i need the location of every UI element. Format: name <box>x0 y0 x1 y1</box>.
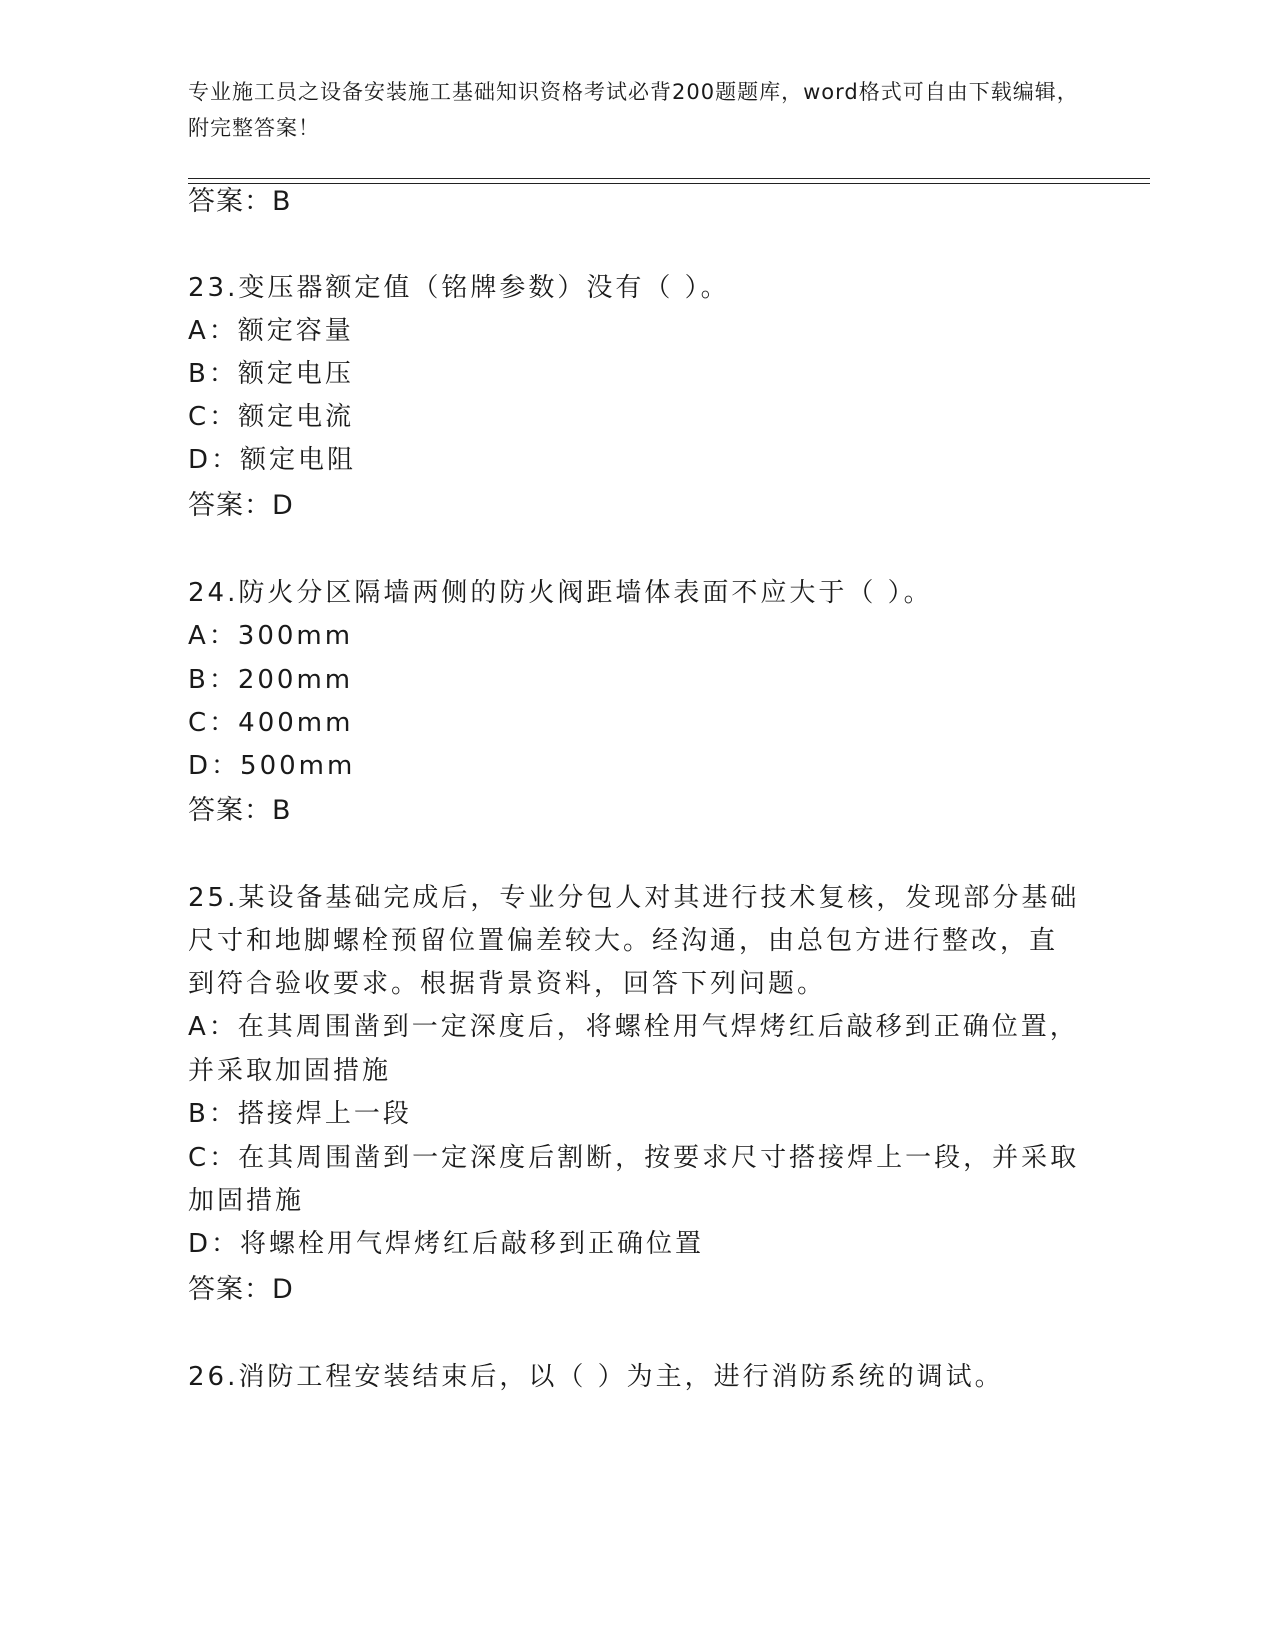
question-25-stem-line-1: 25.某设备基础完成后，专业分包人对其进行技术复核，发现部分基础 <box>188 883 1080 913</box>
question-25-option-a-line-1: A：在其周围凿到一定深度后，将螺栓用气焊烤红后敲移到正确位置， <box>188 1012 1079 1042</box>
question-24-option-b: B：200mm <box>188 665 354 695</box>
question-24-option-a: A：300mm <box>188 621 354 651</box>
question-26-stem: 26.消防工程安装结束后，以（ ）为主，进行消防系统的调试。 <box>188 1362 1004 1392</box>
document-header-title: 专业施工员之设备安装施工基础知识资格考试必背200题题库，word格式可自由下载编辑，附完整答案！ <box>188 80 1079 140</box>
question-23-option-a: A：额定容量 <box>188 316 354 346</box>
question-24-stem: 24.防火分区隔墙两侧的防火阀距墙体表面不应大于（ ）。 <box>188 578 933 608</box>
question-25-stem-line-2: 尺寸和地脚螺栓预留位置偏差较大。经沟通，由总包方进行整改，直 <box>188 926 1059 956</box>
header-divider-bottom <box>188 183 1150 184</box>
question-23-stem: 23.变压器额定值（铭牌参数）没有（ ）。 <box>188 273 730 303</box>
question-23-option-b: B：额定电压 <box>188 359 354 389</box>
question-25-option-c-line-1: C：在其周围凿到一定深度后割断，按要求尺寸搭接焊上一段，并采取 <box>188 1143 1080 1173</box>
answer-previous: 答案：B <box>188 186 292 217</box>
question-25-option-d: D：将螺栓用气焊烤红后敲移到正确位置 <box>188 1229 705 1259</box>
question-25-option-a-line-2: 并采取加固措施 <box>188 1056 392 1086</box>
question-25-answer: 答案：D <box>188 1274 294 1305</box>
question-24-option-c: C：400mm <box>188 708 354 738</box>
question-23-option-d: D：额定电阻 <box>188 445 357 475</box>
header-divider-top <box>188 178 1150 179</box>
question-25-option-c-line-2: 加固措施 <box>188 1186 305 1216</box>
question-24-answer: 答案：B <box>188 795 292 826</box>
question-25-option-b: B：搭接焊上一段 <box>188 1099 412 1129</box>
question-23-option-c: C：额定电流 <box>188 402 355 432</box>
question-23-answer: 答案：D <box>188 490 294 521</box>
question-24-option-d: D：500mm <box>188 751 356 781</box>
question-25-stem-line-3: 到符合验收要求。根据背景资料，回答下列问题。 <box>188 969 827 999</box>
